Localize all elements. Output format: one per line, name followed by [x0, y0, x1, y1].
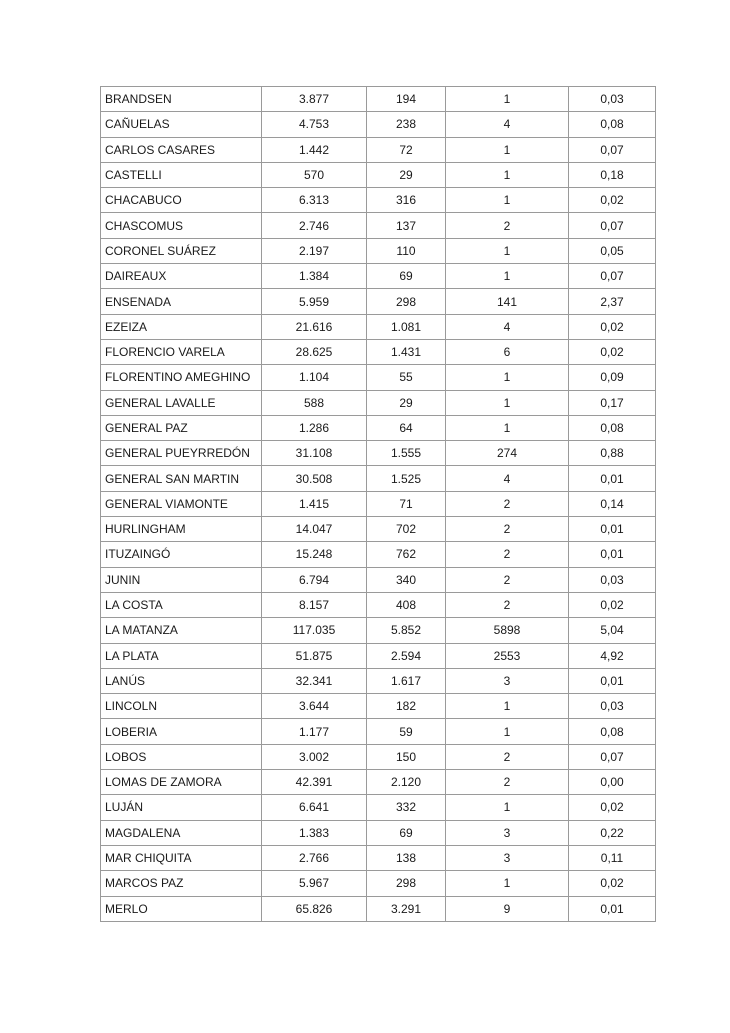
municipality-cell: LANÚS — [101, 668, 262, 693]
value-b-cell: 2.120 — [367, 770, 446, 795]
municipality-cell: LA PLATA — [101, 643, 262, 668]
value-c-cell: 1 — [446, 188, 569, 213]
value-a-cell: 2.746 — [262, 213, 367, 238]
value-b-cell: 332 — [367, 795, 446, 820]
municipality-cell: GENERAL PUEYRREDÓN — [101, 441, 262, 466]
value-b-cell: 702 — [367, 517, 446, 542]
value-a-cell: 32.341 — [262, 668, 367, 693]
municipality-cell: LUJÁN — [101, 795, 262, 820]
table-row — [101, 896, 656, 921]
value-c-cell: 4 — [446, 112, 569, 137]
municipality-cell: MERLO — [101, 896, 262, 921]
value-a-cell: 3.002 — [262, 744, 367, 769]
ratio-cell: 0,01 — [569, 668, 656, 693]
table-row — [101, 314, 656, 339]
value-b-cell: 408 — [367, 592, 446, 617]
ratio-cell: 0,03 — [569, 694, 656, 719]
ratio-cell: 0,02 — [569, 314, 656, 339]
value-b-cell: 110 — [367, 238, 446, 263]
value-a-cell: 570 — [262, 162, 367, 187]
value-c-cell: 274 — [446, 441, 569, 466]
value-a-cell: 51.875 — [262, 643, 367, 668]
value-c-cell: 3 — [446, 845, 569, 870]
value-b-cell: 1.081 — [367, 314, 446, 339]
table-row — [101, 770, 656, 795]
value-c-cell: 9 — [446, 896, 569, 921]
table-row — [101, 289, 656, 314]
value-a-cell: 65.826 — [262, 896, 367, 921]
ratio-cell: 0,22 — [569, 820, 656, 845]
table-row — [101, 643, 656, 668]
ratio-cell: 0,09 — [569, 365, 656, 390]
value-a-cell: 15.248 — [262, 542, 367, 567]
value-c-cell: 1 — [446, 719, 569, 744]
value-c-cell: 6 — [446, 339, 569, 364]
value-c-cell: 1 — [446, 390, 569, 415]
ratio-cell: 0,08 — [569, 719, 656, 744]
table-row — [101, 845, 656, 870]
value-b-cell: 64 — [367, 415, 446, 440]
ratio-cell: 0,01 — [569, 517, 656, 542]
value-c-cell: 2 — [446, 592, 569, 617]
table-row — [101, 466, 656, 491]
value-c-cell: 1 — [446, 87, 569, 112]
table-row — [101, 264, 656, 289]
value-c-cell: 5898 — [446, 618, 569, 643]
value-c-cell: 2 — [446, 744, 569, 769]
ratio-cell: 0,07 — [569, 137, 656, 162]
ratio-cell: 4,92 — [569, 643, 656, 668]
ratio-cell: 0,07 — [569, 213, 656, 238]
municipality-cell: LOBERIA — [101, 719, 262, 744]
ratio-cell: 0,00 — [569, 770, 656, 795]
municipality-cell: CASTELLI — [101, 162, 262, 187]
value-b-cell: 298 — [367, 289, 446, 314]
municipality-cell: CHACABUCO — [101, 188, 262, 213]
ratio-cell: 0,08 — [569, 112, 656, 137]
value-c-cell: 1 — [446, 162, 569, 187]
municipality-cell: LA MATANZA — [101, 618, 262, 643]
value-a-cell: 117.035 — [262, 618, 367, 643]
value-c-cell: 2553 — [446, 643, 569, 668]
municipality-cell: MAGDALENA — [101, 820, 262, 845]
value-a-cell: 1.383 — [262, 820, 367, 845]
ratio-cell: 0,14 — [569, 491, 656, 516]
value-b-cell: 1.431 — [367, 339, 446, 364]
value-c-cell: 4 — [446, 466, 569, 491]
municipality-cell: CHASCOMUS — [101, 213, 262, 238]
municipality-cell: LA COSTA — [101, 592, 262, 617]
value-a-cell: 3.877 — [262, 87, 367, 112]
ratio-cell: 2,37 — [569, 289, 656, 314]
table-row — [101, 339, 656, 364]
ratio-cell: 0,07 — [569, 744, 656, 769]
value-b-cell: 71 — [367, 491, 446, 516]
table-row — [101, 112, 656, 137]
value-b-cell: 150 — [367, 744, 446, 769]
table-row — [101, 162, 656, 187]
municipality-cell: CAÑUELAS — [101, 112, 262, 137]
municipality-cell: GENERAL PAZ — [101, 415, 262, 440]
value-c-cell: 1 — [446, 694, 569, 719]
municipality-cell: BRANDSEN — [101, 87, 262, 112]
value-b-cell: 182 — [367, 694, 446, 719]
table-row — [101, 415, 656, 440]
municipality-cell: GENERAL LAVALLE — [101, 390, 262, 415]
ratio-cell: 0,02 — [569, 592, 656, 617]
municipality-cell: ITUZAINGÓ — [101, 542, 262, 567]
value-b-cell: 316 — [367, 188, 446, 213]
value-b-cell: 1.525 — [367, 466, 446, 491]
value-c-cell: 1 — [446, 365, 569, 390]
municipality-cell: MAR CHIQUITA — [101, 845, 262, 870]
value-c-cell: 1 — [446, 415, 569, 440]
table-row — [101, 188, 656, 213]
table-row — [101, 694, 656, 719]
value-a-cell: 1.286 — [262, 415, 367, 440]
ratio-cell: 0,88 — [569, 441, 656, 466]
value-c-cell: 141 — [446, 289, 569, 314]
ratio-cell: 0,05 — [569, 238, 656, 263]
value-b-cell: 69 — [367, 264, 446, 289]
data-table — [100, 86, 656, 922]
value-c-cell: 2 — [446, 567, 569, 592]
municipality-cell: LOMAS DE ZAMORA — [101, 770, 262, 795]
value-a-cell: 14.047 — [262, 517, 367, 542]
municipality-cell: GENERAL SAN MARTIN — [101, 466, 262, 491]
value-a-cell: 1.177 — [262, 719, 367, 744]
value-b-cell: 69 — [367, 820, 446, 845]
value-a-cell: 2.197 — [262, 238, 367, 263]
value-c-cell: 1 — [446, 871, 569, 896]
value-b-cell: 59 — [367, 719, 446, 744]
ratio-cell: 0,01 — [569, 542, 656, 567]
value-b-cell: 1.555 — [367, 441, 446, 466]
ratio-cell: 5,04 — [569, 618, 656, 643]
value-a-cell: 6.641 — [262, 795, 367, 820]
ratio-cell: 0,02 — [569, 871, 656, 896]
table-row — [101, 542, 656, 567]
value-a-cell: 2.766 — [262, 845, 367, 870]
value-c-cell: 1 — [446, 238, 569, 263]
municipality-cell: CARLOS CASARES — [101, 137, 262, 162]
value-a-cell: 5.959 — [262, 289, 367, 314]
municipality-cell: FLORENTINO AMEGHINO — [101, 365, 262, 390]
table-row — [101, 871, 656, 896]
value-b-cell: 194 — [367, 87, 446, 112]
value-c-cell: 3 — [446, 668, 569, 693]
value-c-cell: 3 — [446, 820, 569, 845]
table-row — [101, 238, 656, 263]
table-body — [101, 87, 656, 922]
value-c-cell: 1 — [446, 264, 569, 289]
ratio-cell: 0,17 — [569, 390, 656, 415]
table-row — [101, 390, 656, 415]
municipality-cell: LINCOLN — [101, 694, 262, 719]
municipality-cell: GENERAL VIAMONTE — [101, 491, 262, 516]
municipality-cell: CORONEL SUÁREZ — [101, 238, 262, 263]
value-b-cell: 2.594 — [367, 643, 446, 668]
value-b-cell: 138 — [367, 845, 446, 870]
table-row — [101, 795, 656, 820]
table-row — [101, 567, 656, 592]
municipality-cell: DAIREAUX — [101, 264, 262, 289]
value-b-cell: 29 — [367, 390, 446, 415]
ratio-cell: 0,11 — [569, 845, 656, 870]
value-c-cell: 2 — [446, 517, 569, 542]
municipality-cell: MARCOS PAZ — [101, 871, 262, 896]
value-a-cell: 8.157 — [262, 592, 367, 617]
value-c-cell: 2 — [446, 213, 569, 238]
ratio-cell: 0,18 — [569, 162, 656, 187]
table-row — [101, 618, 656, 643]
ratio-cell: 0,03 — [569, 87, 656, 112]
table-row — [101, 820, 656, 845]
value-b-cell: 29 — [367, 162, 446, 187]
table-row — [101, 668, 656, 693]
ratio-cell: 0,01 — [569, 466, 656, 491]
ratio-cell: 0,02 — [569, 339, 656, 364]
table-row — [101, 87, 656, 112]
value-b-cell: 1.617 — [367, 668, 446, 693]
municipality-cell: EZEIZA — [101, 314, 262, 339]
ratio-cell: 0,03 — [569, 567, 656, 592]
value-b-cell: 5.852 — [367, 618, 446, 643]
municipality-cell: FLORENCIO VARELA — [101, 339, 262, 364]
table-row — [101, 137, 656, 162]
value-c-cell: 1 — [446, 137, 569, 162]
table-row — [101, 213, 656, 238]
municipality-cell: LOBOS — [101, 744, 262, 769]
table-row — [101, 719, 656, 744]
value-c-cell: 1 — [446, 795, 569, 820]
value-b-cell: 55 — [367, 365, 446, 390]
value-b-cell: 762 — [367, 542, 446, 567]
value-a-cell: 28.625 — [262, 339, 367, 364]
value-a-cell: 588 — [262, 390, 367, 415]
ratio-cell: 0,07 — [569, 264, 656, 289]
value-a-cell: 30.508 — [262, 466, 367, 491]
value-a-cell: 5.967 — [262, 871, 367, 896]
value-b-cell: 137 — [367, 213, 446, 238]
value-b-cell: 340 — [367, 567, 446, 592]
table-row — [101, 744, 656, 769]
value-a-cell: 31.108 — [262, 441, 367, 466]
table-row — [101, 491, 656, 516]
ratio-cell: 0,02 — [569, 795, 656, 820]
value-c-cell: 2 — [446, 770, 569, 795]
value-c-cell: 2 — [446, 491, 569, 516]
value-a-cell: 42.391 — [262, 770, 367, 795]
table-row — [101, 365, 656, 390]
table-row — [101, 592, 656, 617]
ratio-cell: 0,01 — [569, 896, 656, 921]
value-b-cell: 298 — [367, 871, 446, 896]
value-c-cell: 2 — [446, 542, 569, 567]
value-a-cell: 1.384 — [262, 264, 367, 289]
ratio-cell: 0,08 — [569, 415, 656, 440]
value-b-cell: 72 — [367, 137, 446, 162]
value-a-cell: 21.616 — [262, 314, 367, 339]
value-b-cell: 238 — [367, 112, 446, 137]
table-row — [101, 441, 656, 466]
value-b-cell: 3.291 — [367, 896, 446, 921]
value-a-cell: 6.313 — [262, 188, 367, 213]
ratio-cell: 0,02 — [569, 188, 656, 213]
value-a-cell: 1.415 — [262, 491, 367, 516]
value-a-cell: 3.644 — [262, 694, 367, 719]
value-c-cell: 4 — [446, 314, 569, 339]
municipality-cell: HURLINGHAM — [101, 517, 262, 542]
value-a-cell: 1.104 — [262, 365, 367, 390]
value-a-cell: 6.794 — [262, 567, 367, 592]
municipality-cell: JUNIN — [101, 567, 262, 592]
value-a-cell: 4.753 — [262, 112, 367, 137]
data-table-container — [100, 86, 656, 922]
municipality-cell: ENSENADA — [101, 289, 262, 314]
table-row — [101, 517, 656, 542]
value-a-cell: 1.442 — [262, 137, 367, 162]
